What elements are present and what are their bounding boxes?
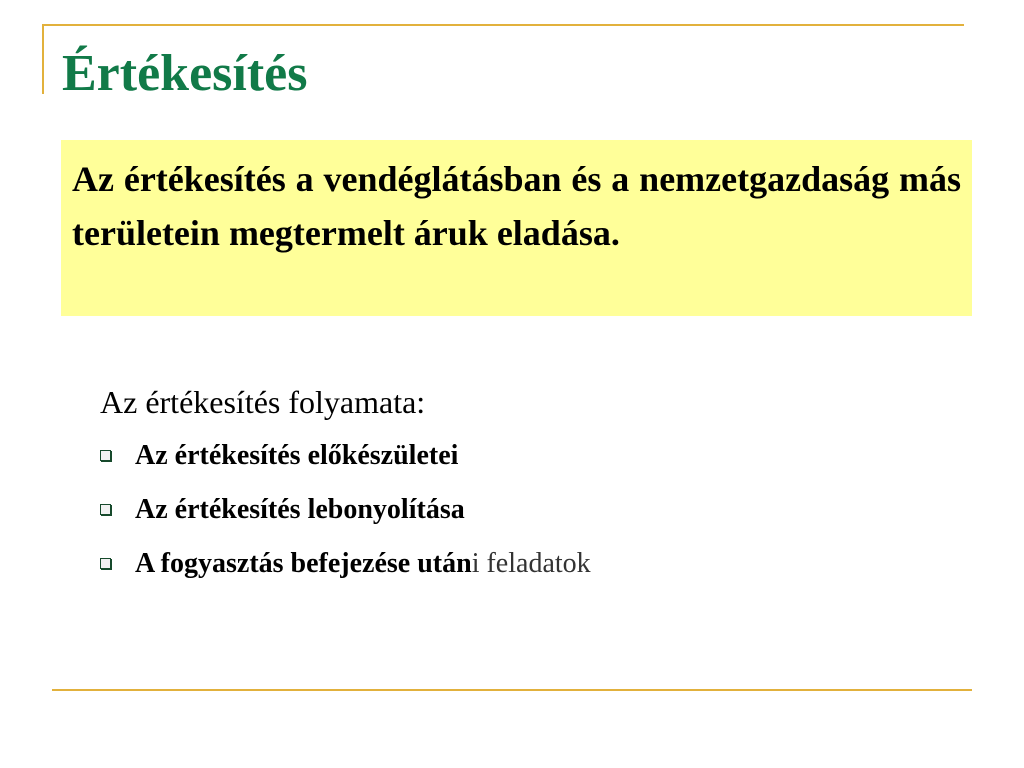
process-step: [100, 540, 591, 594]
process-steps-list: [100, 432, 591, 594]
slide-title: Értékesítés: [62, 45, 308, 102]
step-bold-text: Az értékesítés előkészületei: [135, 440, 459, 471]
process-step: [100, 432, 591, 486]
step-normal-text: i feladatok: [471, 548, 591, 579]
step-bold-text: Az értékesítés lebonyolítása: [135, 494, 465, 525]
process-step: [100, 486, 591, 540]
square-bullet-icon: [100, 450, 111, 461]
definition-box: [61, 140, 972, 316]
square-bullet-icon: [100, 558, 111, 569]
bottom-frame-line: [52, 689, 972, 691]
process-heading: Az értékesítés folyamata:: [100, 384, 426, 420]
left-frame-line: [42, 24, 44, 94]
step-bold-text: A fogyasztás befejezése után: [135, 548, 472, 579]
definition-text: Az értékesítés a vendéglátásban és a nemzetgazdaság más területein megtermelt áruk eladása.: [72, 159, 961, 253]
square-bullet-icon: [100, 504, 111, 515]
top-frame-line: [42, 24, 964, 26]
